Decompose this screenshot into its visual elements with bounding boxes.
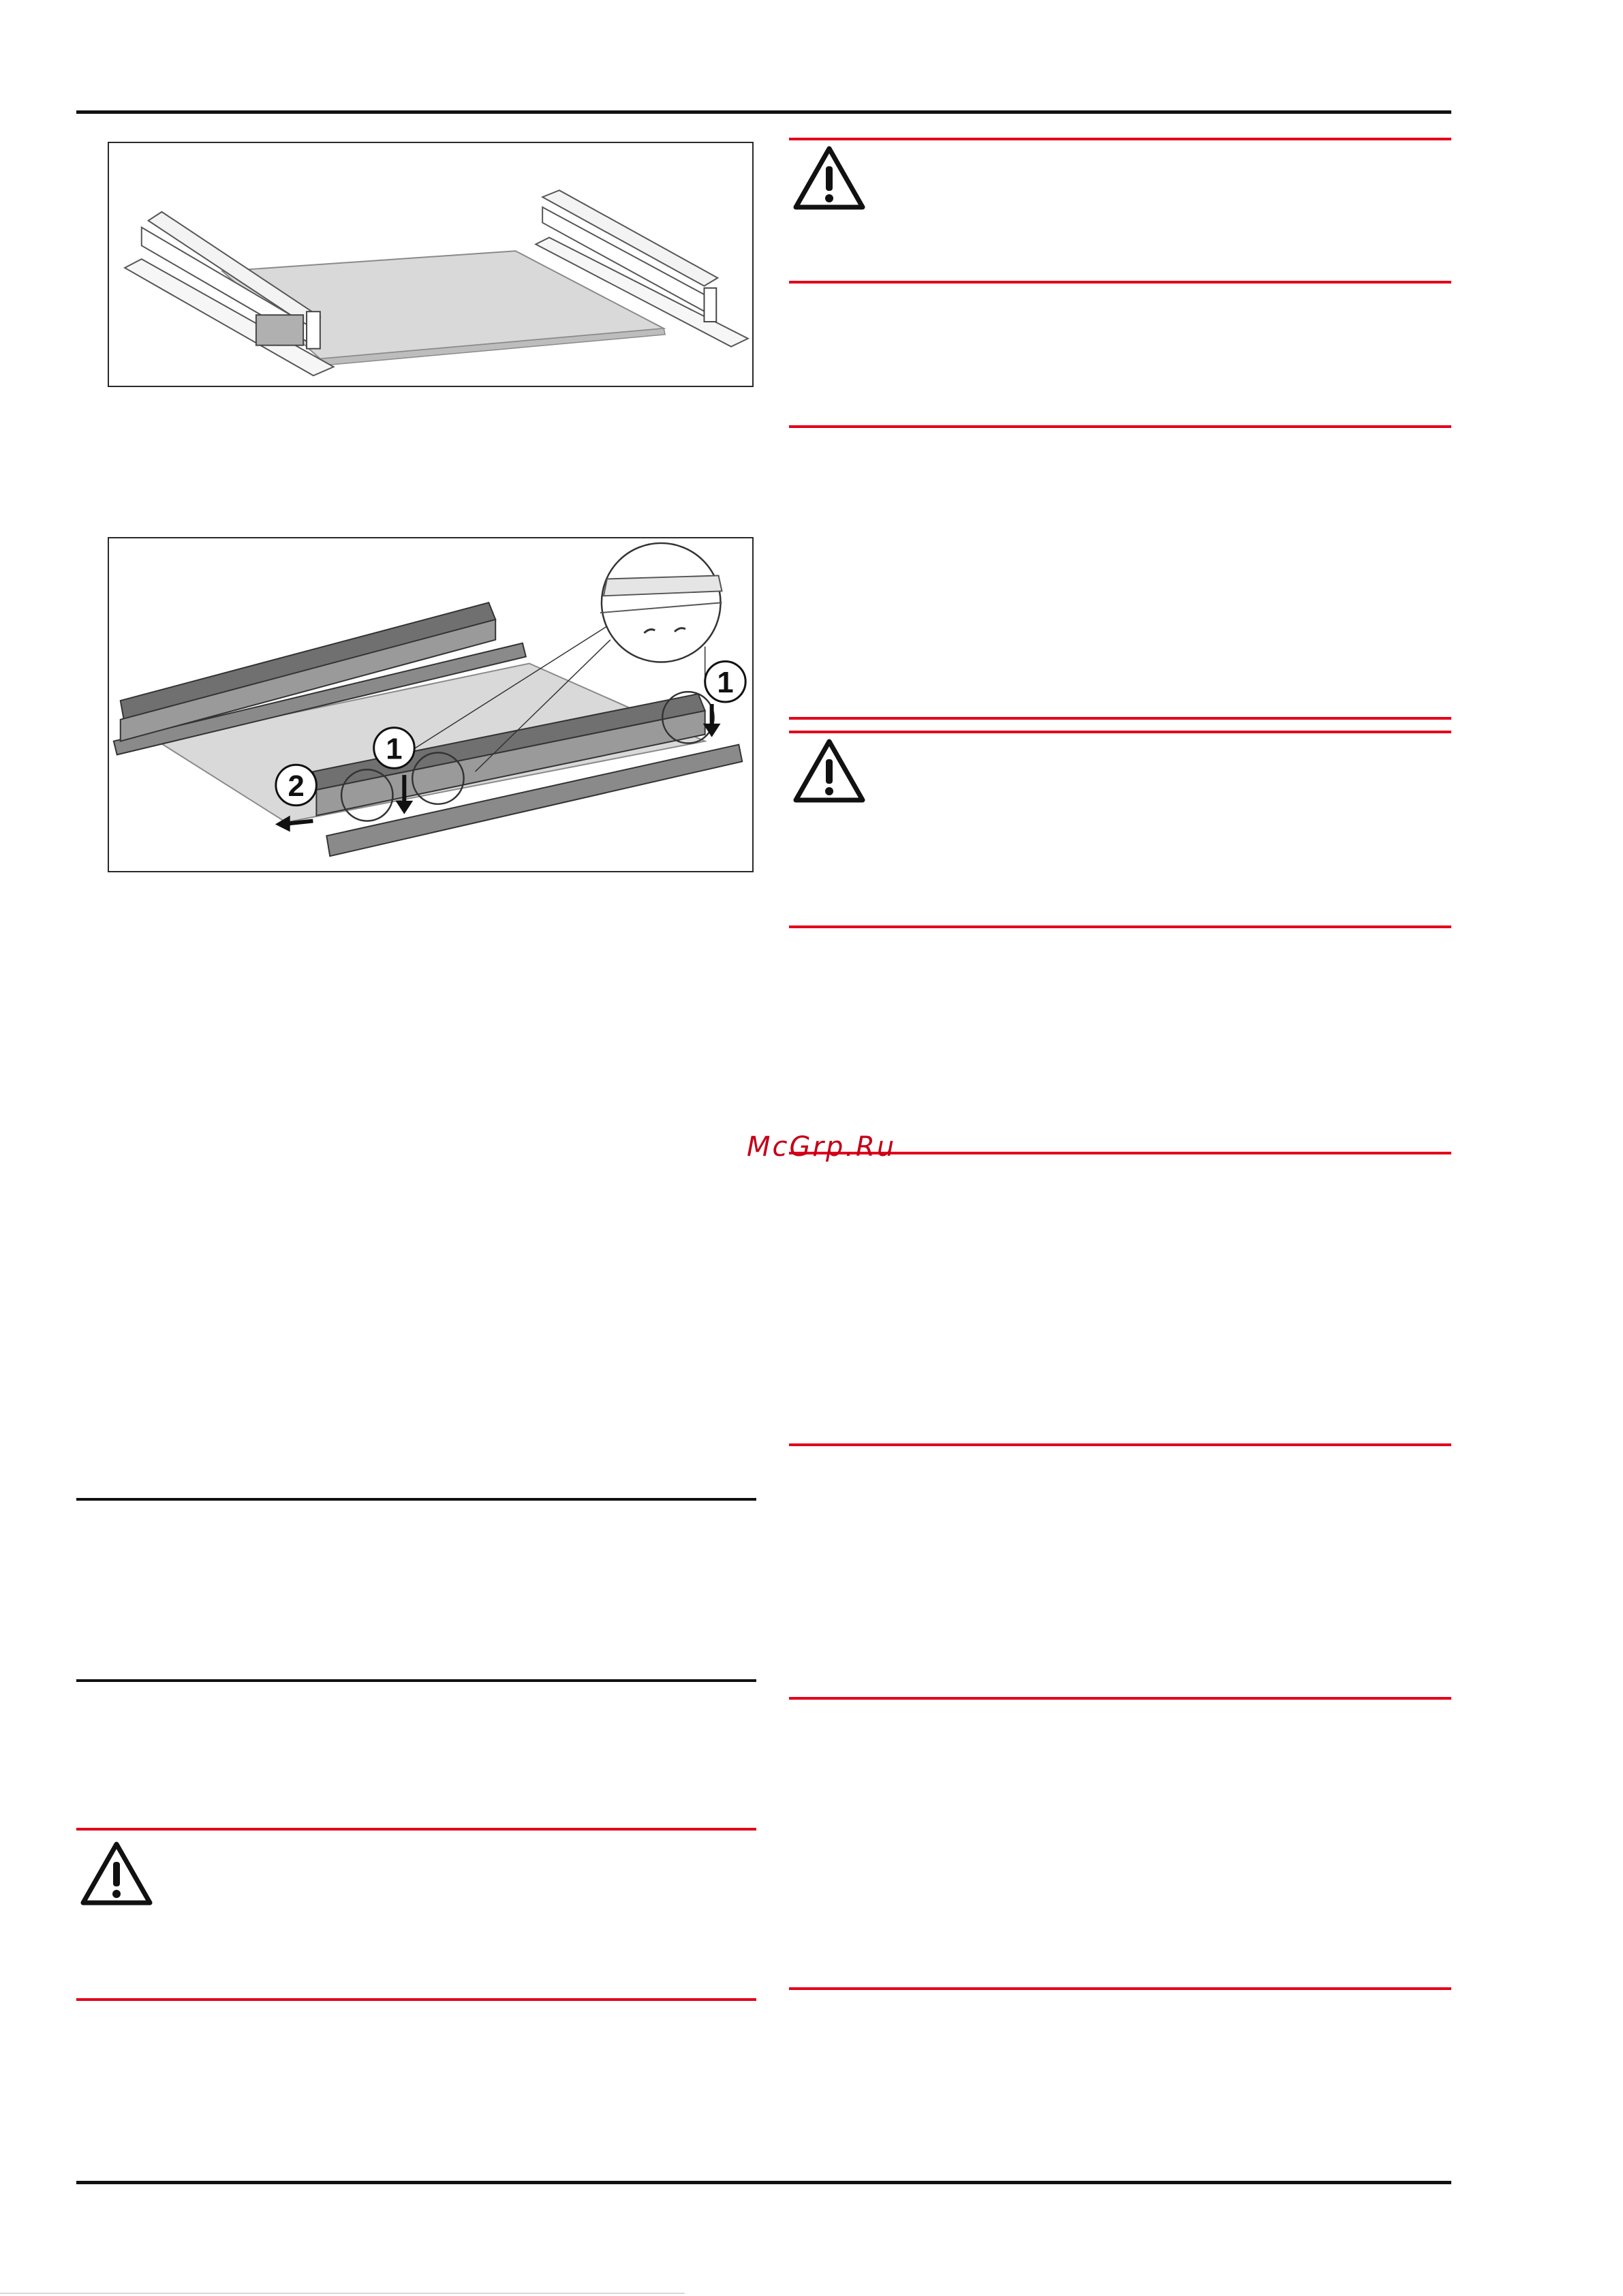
header-rule	[76, 110, 1451, 114]
section-rule-left-1	[76, 1498, 756, 1501]
shelf-illustration	[109, 143, 752, 386]
warning-triangle-icon	[792, 737, 867, 806]
warning-rule-right-1-top	[789, 138, 1451, 140]
callout-2	[276, 765, 317, 806]
svg-text:2: 2	[288, 769, 305, 803]
rule-right-5	[789, 1443, 1451, 1446]
warning-rule-right-2-top	[789, 731, 1451, 733]
callout-1-right	[705, 662, 746, 703]
watermark-text: McGrp.Ru	[747, 1131, 897, 1163]
rule-right-7	[789, 1987, 1451, 1990]
footer-rule	[76, 2181, 1451, 2184]
callout-1-front	[374, 728, 415, 769]
figure-rail-removal	[108, 537, 754, 872]
rule-right-2	[789, 425, 1451, 428]
warning-rule-left-top	[76, 1828, 756, 1831]
rule-right-3	[789, 717, 1451, 720]
warning-rule-right-1-bottom	[789, 281, 1451, 284]
svg-text:1: 1	[717, 666, 734, 700]
warning-rule-right-2-bottom	[789, 925, 1451, 928]
section-rule-left-2	[76, 1679, 756, 1682]
warning-triangle-icon	[792, 144, 867, 213]
svg-text:1: 1	[386, 732, 403, 766]
warning-triangle-icon	[79, 1840, 154, 1908]
rail-removal-illustration	[109, 538, 752, 871]
warning-rule-left-bottom	[76, 1998, 756, 2001]
scan-edge-line	[0, 2293, 685, 2294]
figure-shelf-with-rails	[108, 142, 754, 387]
rule-right-6	[789, 1697, 1451, 1700]
